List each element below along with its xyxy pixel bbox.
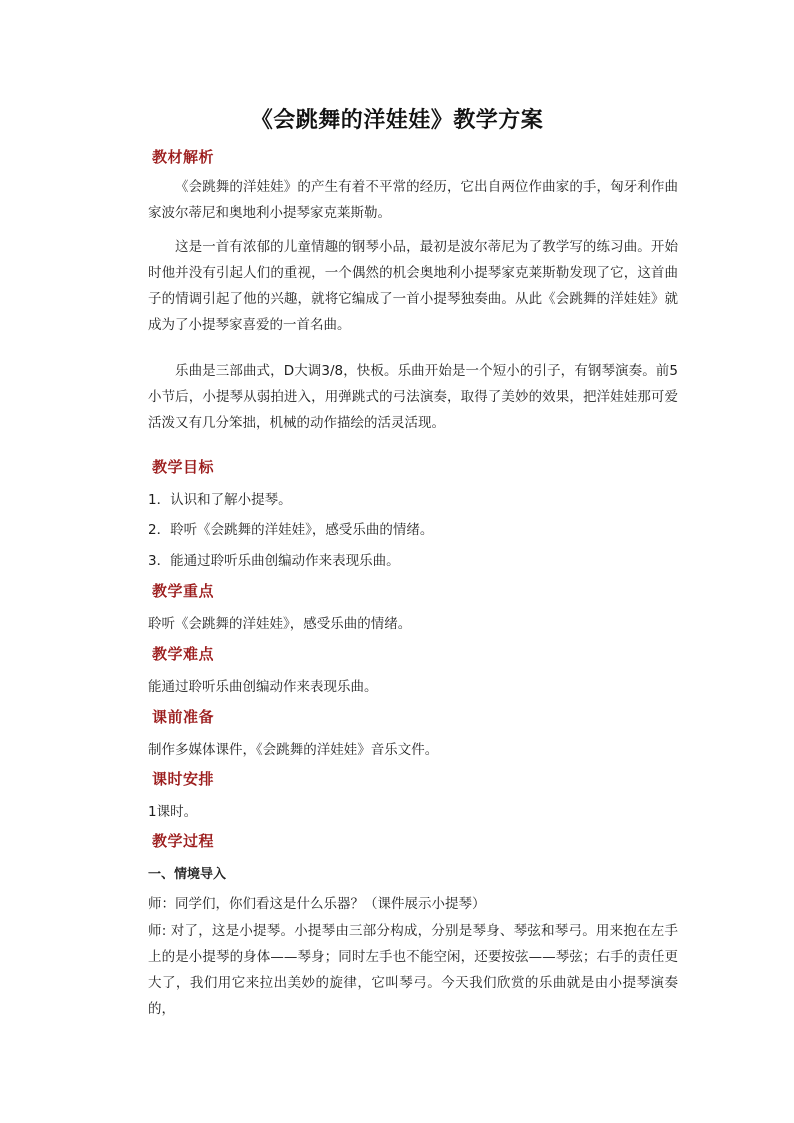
prep-text: 制作多媒体课件，《会跳舞的洋娃娃》音乐文件。	[148, 742, 439, 758]
page-title: 《会跳舞的洋娃娃》教学方案	[250, 108, 544, 133]
heading-prep: 课前准备	[152, 708, 215, 726]
process-paragraph-1: 师: 对了，这是小提琴。小提琴由三部分构成，分别是琴身、琴弦和琴弓。用来抱在左手上的是小提琴的身体——琴身；同时左手也不能空闲，还要按弦——琴弦；右手的责任更大了，我们用它来拉出美妙的旋律，它叫琴弓。今天我们欣赏的乐曲就是由小提琴演奏的，	[148, 923, 678, 1017]
goal-item-1: 1．认识和了解小提琴。	[148, 492, 292, 508]
difficulty-text: 能通过聆听乐曲创编动作来表现乐曲。	[148, 679, 378, 695]
analysis-paragraph-3: 乐曲是三部曲式，D大调3/8，快板。乐曲开始是一个短小的引子，有钢琴演奏。前5小节后，小提琴从弱拍进入，用弹跳式的弓法演奏，取得了美妙的效果，把洋娃娃那可爱活泼又有几分笨拙，机械的动作描绘的活灵活现。	[148, 363, 678, 431]
heading-focus: 教学重点	[152, 582, 215, 600]
process-subheading-1: 一、情境导入	[148, 867, 227, 882]
heading-analysis: 教材解析	[152, 148, 215, 166]
heading-difficulty: 教学难点	[152, 645, 215, 663]
process-line-1: 师：同学们，你们看这是什么乐器？（课件展示小提琴）	[148, 896, 486, 912]
heading-goals: 教学目标	[152, 458, 215, 476]
analysis-paragraph-2: 这是一首有浓郁的儿童情趣的钢琴小品，最初是波尔蒂尼为了教学写的练习曲。开始时他并没有引起人们的重视，一个偶然的机会奥地利小提琴家克莱斯勒发现了它，这首曲子的情调引起了他的兴趣，就将它编成了一首小提琴独奏曲。从此《会跳舞的洋娃娃》就成为了小提琴家喜爱的一首名曲。	[148, 239, 678, 333]
heading-process: 教学过程	[152, 832, 215, 850]
analysis-paragraph-1: 《会跳舞的洋娃娃》的产生有着不平常的经历，它出自两位作曲家的手，匈牙利作曲家波尔蒂尼和奥地利小提琴家克莱斯勒。	[148, 179, 678, 221]
goal-item-2: 2．聆听《会跳舞的洋娃娃》，感受乐曲的情绪。	[148, 522, 434, 538]
goal-item-3: 3．能通过聆听乐曲创编动作来表现乐曲。	[148, 553, 400, 569]
schedule-text: 1课时。	[148, 804, 198, 820]
focus-text: 聆听《会跳舞的洋娃娃》，感受乐曲的情绪。	[148, 616, 412, 632]
heading-schedule: 课时安排	[152, 770, 215, 788]
